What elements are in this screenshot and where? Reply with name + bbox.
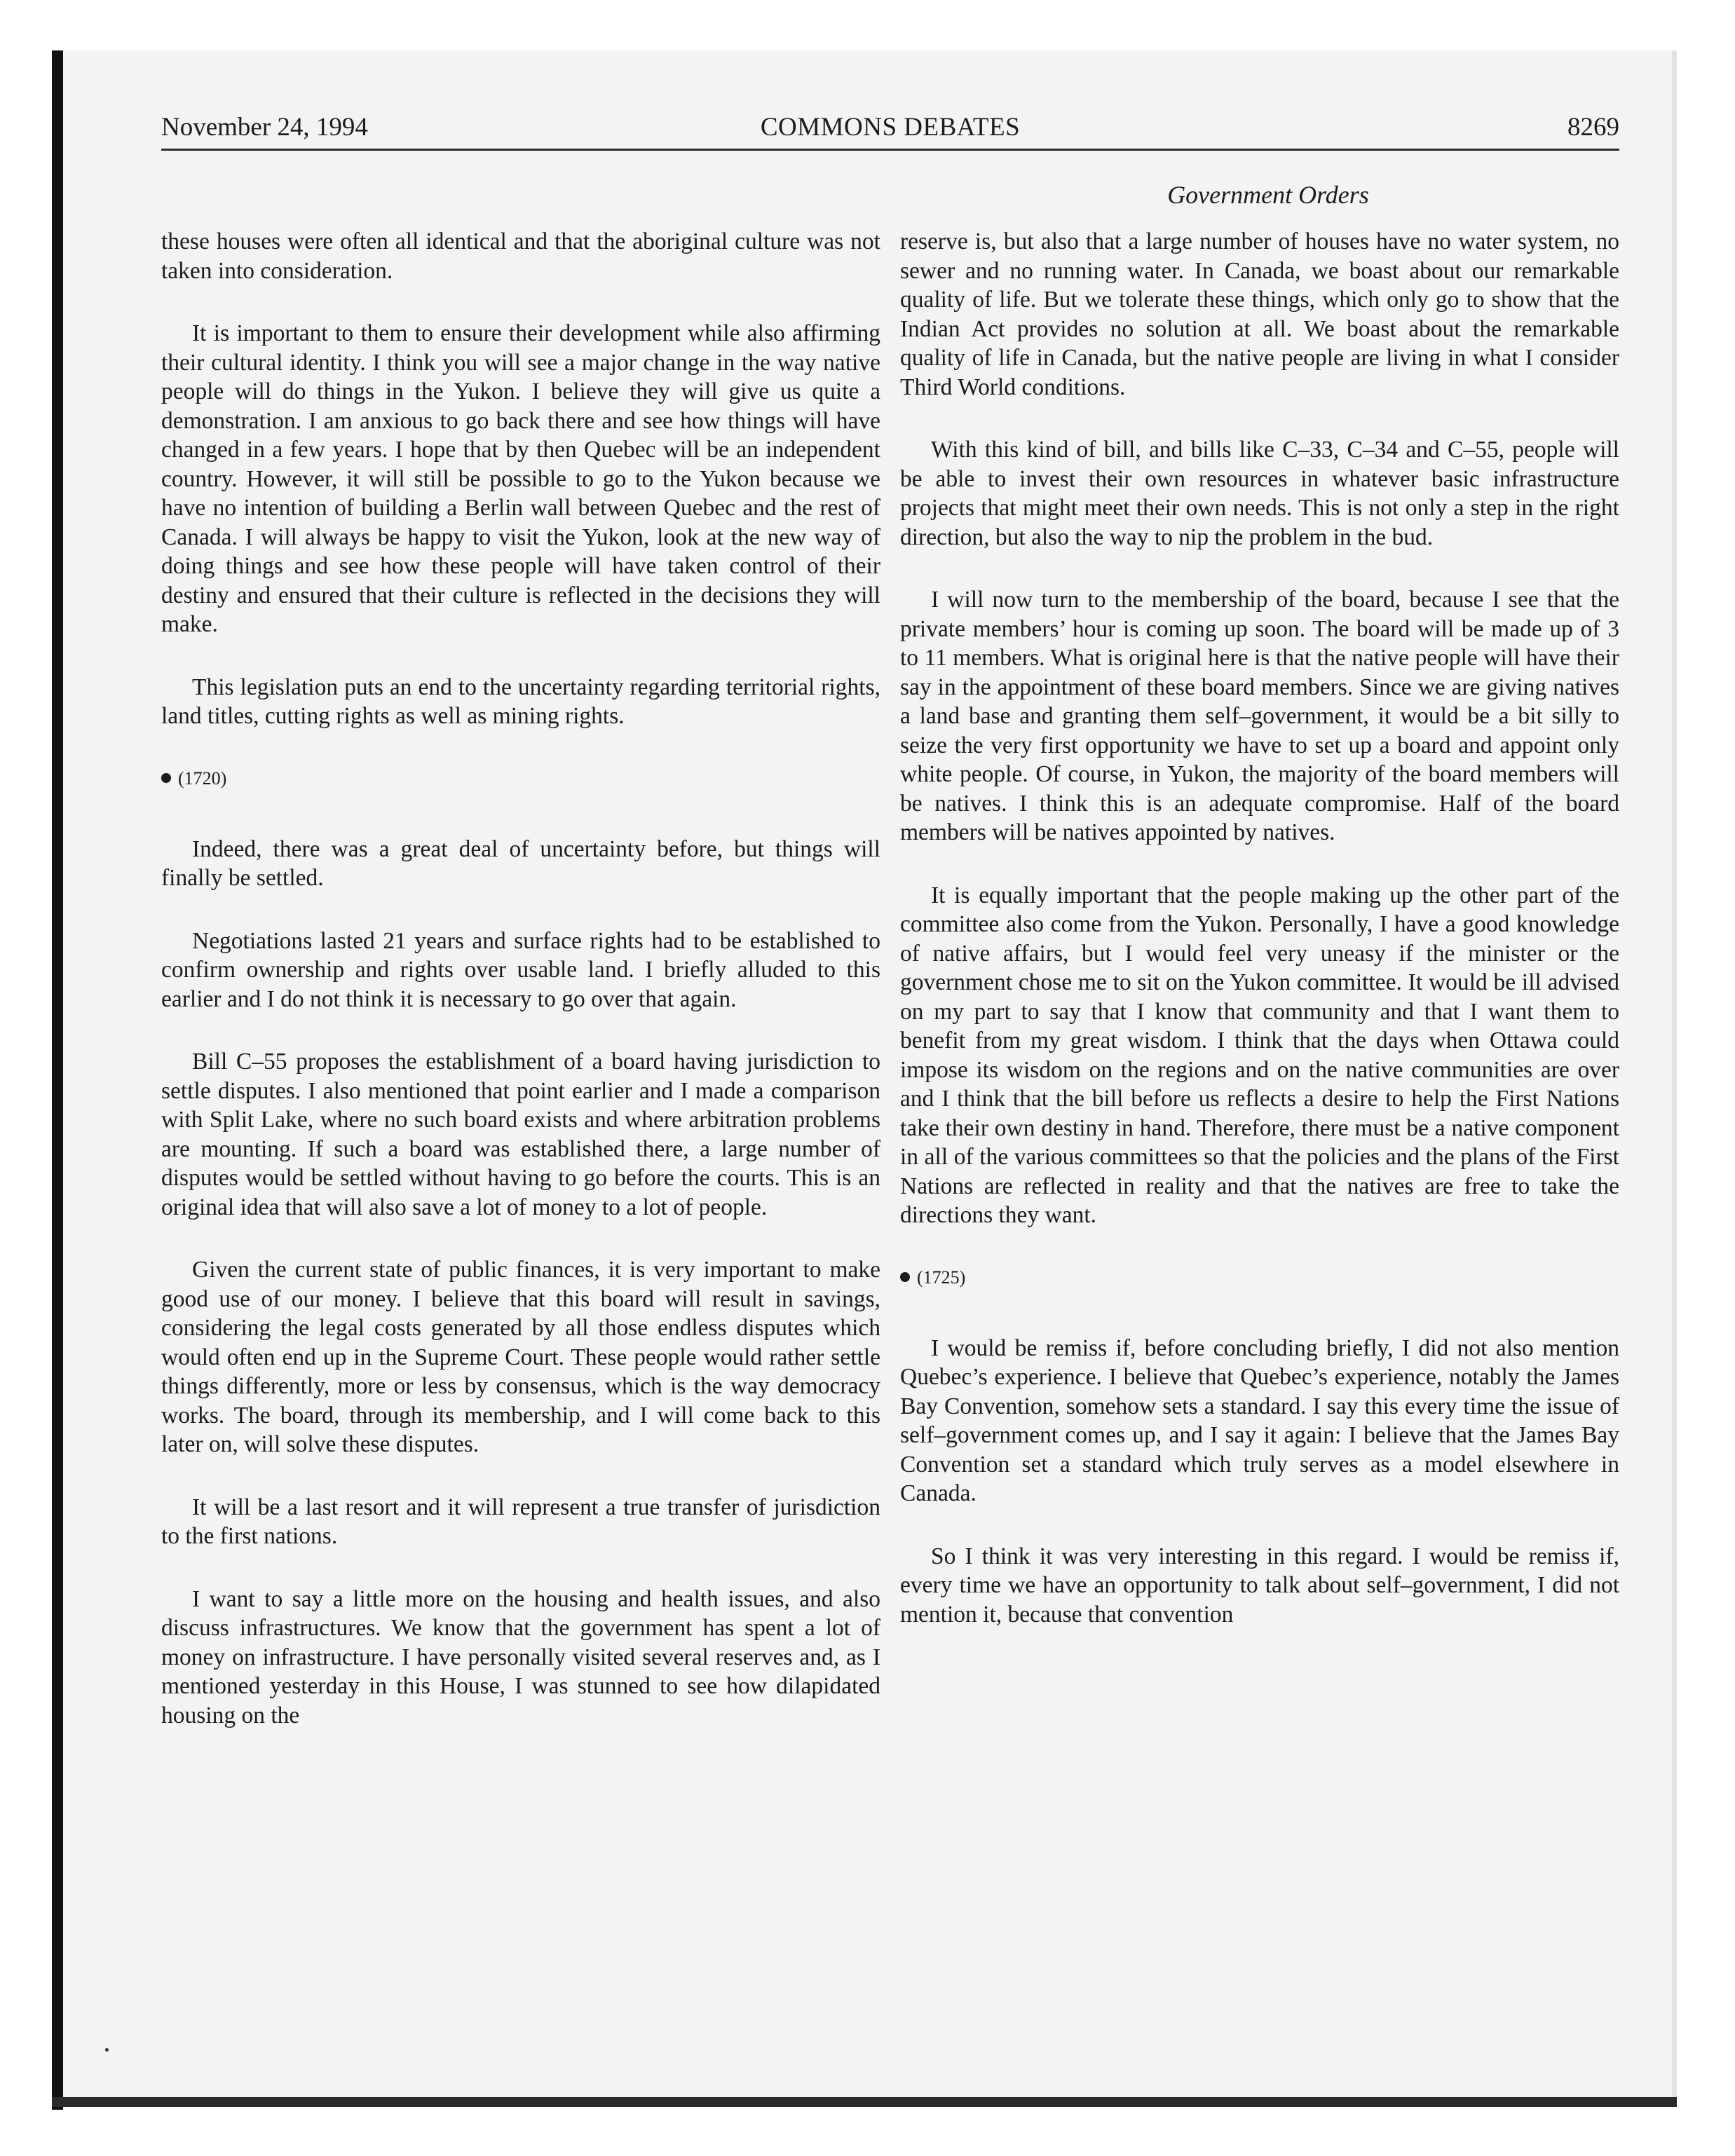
paragraph: It is equally important that the people making up the other part of the committee also come from the Yukon. Personally, I have a good knowledge of native affairs, but I would feel very uneasy if the minister or the government chose me to sit on the Yukon committee. It would be ill advised on my part to say that I know that community and that I want them to benefit from my great wisdom. I think that the days when Ottawa could impose its wisdom on the regions and on the native communities are over and I think that the bill before us reflects a desire to help the First Nations take their own destiny in hand. Therefore, there must be a native component in all of the various committees so that the policies and the plans of the First Nations are reflected in reality and that the natives are free to take the directions they want. (900, 882, 1619, 1228)
bullet-icon (900, 1272, 910, 1282)
scan-border-bottom (52, 2097, 1677, 2107)
paragraph: I want to say a little more on the housing and health issues, and also discuss infrastructures. We know that the government has spent a lot of money on infrastructure. I have personally visited several reserves and, as I mentioned yesterday in this House, I was stunned to see how dilapidated housing on the (161, 1585, 880, 1728)
time-marker-label: (1720) (178, 767, 227, 789)
paragraph: I would be remiss if, before concluding briefly, I did not also mention Quebec’s experience. I believe that Quebec’s experience, notably the James Bay Convention, somehow sets a standard. I say this every time the issue of self–government comes up, and I say it again: I believe that the James Bay Convention set a standard which truly serves as a model elsewhere in Canada. (900, 1335, 1619, 1506)
left-column (161, 227, 880, 1730)
time-marker (161, 765, 880, 793)
journal-title: COMMONS DEBATES (760, 113, 1021, 142)
page-number: 8269 (1567, 113, 1619, 142)
paragraph: Indeed, there was a great deal of uncertainty before, but things will finally be settled. (161, 835, 880, 891)
paragraph: Bill C–55 proposes the establishment of a board having jurisdiction to settle disputes. I also mentioned that point earlier and I made a comparison with Split Lake, where no such board exists and where arbitration problems are mounting. If such a board was established there, a large number of disputes would be settled without having to go before the courts. This is an original idea that will also save a lot of money to a lot of people. (161, 1049, 880, 1220)
time-marker-label: (1725) (917, 1267, 966, 1288)
paragraph: With this kind of bill, and bills like C–33, C–34 and C–55, people will be able to invest their own resources in whatever basic infrastructure projects that might meet their own needs. This is not only a step in the right direction, but also the way to nip the problem in the bud. (900, 437, 1619, 550)
bullet-icon (161, 773, 171, 783)
right-column (900, 227, 1619, 1629)
paragraph: It will be a last resort and it will represent a true transfer of jurisdiction to the first nations. (161, 1494, 880, 1549)
header-rule (161, 149, 1619, 151)
paragraph: these houses were often all identical and that the aboriginal culture was not taken into consideration. (161, 228, 880, 284)
scan-border-left (52, 50, 63, 2110)
paragraph: I will now turn to the membership of the board, because I see that the private members’ hour is coming up soon. The board will be made up of 3 to 11 members. What is original here is that the native people will have their say in the appointment of these board members. Since we are giving natives a land base and granting them self–government, it would be a bit silly to seize the very first opportunity we have to set up a board and appoint only white people. Of course, in Yukon, the majority of the board members will be natives. I think this is an adequate compromise. Half of the board members will be natives appointed by natives. (900, 587, 1619, 845)
scan-speck (105, 2048, 109, 2052)
paragraph: Negotiations lasted 21 years and surface rights had to be established to confirm ownership and rights over usable land. I briefly alluded to this earlier and I do not think it is necessary to go over that again. (161, 927, 880, 1012)
header-date: November 24, 1994 (161, 113, 368, 142)
paragraph: So I think it was very interesting in this regard. I would be remiss if, every time we have an opportunity to talk about self–government, I did not mention it, because that convention (900, 1543, 1619, 1628)
paragraph: Given the current state of public finances, it is very important to make good use of our money. I believe that this board will result in savings, considering the legal costs generated by all those endless disputes which would often end up in the Supreme Court. These people would rather settle things differently, more or less by consensus, which is the way democracy works. The board, through its membership, and I will come back to this later on, will solve these disputes. (161, 1257, 880, 1457)
paragraph: It is important to them to ensure their development while also affirming their cultural identity. I think you will see a major change in the way native people will do things in the Yukon. I believe they will give us quite a demonstration. I am anxious to go back there and see how things will have changed in a few years. I hope that by then Quebec will be an independent country. However, it will still be possible to go to the Yukon because we have no intention of building a Berlin wall between Quebec and the rest of Canada. I will always be happy to visit the Yukon, look at the new way of doing things and see how these people will have taken control of their destiny and ensured that their culture is reflected in the decisions they will make. (161, 320, 880, 637)
running-header (161, 107, 1619, 149)
paragraph: This legislation puts an end to the uncertainty regarding territorial rights, land titles, cutting rights as well as mining rights. (161, 674, 880, 729)
time-marker (900, 1264, 1619, 1292)
scan-border-right (1672, 50, 1677, 2107)
section-heading: Government Orders (1167, 181, 1369, 209)
paragraph: reserve is, but also that a large number of houses have no water system, no sewer and no running water. In Canada, we boast about our remarkable quality of life. But we tolerate these things, which only go to show that the Indian Act provides no solution at all. We boast about the remarkable quality of life in Canada, but the native people are living in what I consider Third World conditions. (900, 228, 1619, 400)
